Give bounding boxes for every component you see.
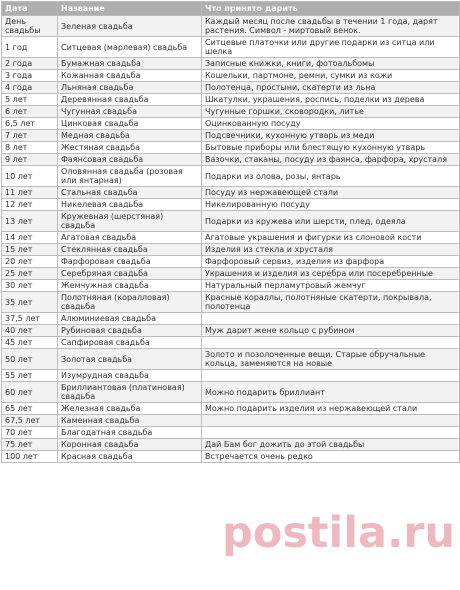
cell-name: Железная свадьба: [58, 403, 202, 415]
table-row: [2, 82, 460, 94]
cell-date: 35 лет: [2, 292, 58, 313]
anniversary-table: [1, 1, 460, 463]
cell-date: 37,5 лет: [2, 313, 58, 325]
cell-name: Ситцевая (марлевая) свадьба: [58, 37, 202, 58]
cell-gift: Изделия из стекла и хрусталя: [202, 244, 460, 256]
cell-gift: Оцинкованную посуду: [202, 118, 460, 130]
cell-name: Рубиновая свадьба: [58, 325, 202, 337]
table-row: [2, 403, 460, 415]
cell-gift: [202, 337, 460, 349]
table-row: [2, 37, 460, 58]
cell-gift: Натуральный перламутровый жемчуг: [202, 280, 460, 292]
table-row: [2, 232, 460, 244]
cell-date: 5 лет: [2, 94, 58, 106]
cell-date: 9 лет: [2, 154, 58, 166]
cell-date: 50 лет: [2, 349, 58, 370]
cell-gift: Встречается очень редко: [202, 451, 460, 463]
cell-name: Жестяная свадьба: [58, 142, 202, 154]
cell-name: Кожанная свадьба: [58, 70, 202, 82]
table-row: [2, 370, 460, 382]
cell-name: Кружевная (шерстяная) свадьба: [58, 211, 202, 232]
cell-gift: Красные кораллы, полотняные скатерти, покрывала, полотенца: [202, 292, 460, 313]
cell-gift: [202, 370, 460, 382]
cell-name: Медная свадьба: [58, 130, 202, 142]
cell-date: 10 лет: [2, 166, 58, 187]
table-row: [2, 58, 460, 70]
cell-date: 45 лет: [2, 337, 58, 349]
table-row: [2, 325, 460, 337]
cell-gift: Дай Бам бог дожить до этой свадьбы: [202, 439, 460, 451]
cell-name: Каменная свадьба: [58, 415, 202, 427]
table-row: [2, 268, 460, 280]
table-row: [2, 142, 460, 154]
cell-date: 40 лет: [2, 325, 58, 337]
cell-name: Чугунная свадьба: [58, 106, 202, 118]
table-row: [2, 199, 460, 211]
cell-date: 13 лет: [2, 211, 58, 232]
cell-gift: Полотенца, простыни, скатерти из льна: [202, 82, 460, 94]
table-row: [2, 154, 460, 166]
cell-name: Сапфировая свадьба: [58, 337, 202, 349]
cell-gift: Записные книжки, книги, фотоальбомы: [202, 58, 460, 70]
table-row: [2, 382, 460, 403]
cell-name: Фарфоровая свадьба: [58, 256, 202, 268]
cell-gift: Украшения и изделия из серебра или посеребренные: [202, 268, 460, 280]
table-row: [2, 211, 460, 232]
cell-date: 14 лет: [2, 232, 58, 244]
cell-date: 4 года: [2, 82, 58, 94]
cell-date: 6 лет: [2, 106, 58, 118]
cell-date: 70 лет: [2, 427, 58, 439]
cell-gift: Подсвечники, кухонную утварь из меди: [202, 130, 460, 142]
cell-name: Никелевая свадьба: [58, 199, 202, 211]
cell-gift: Каждый месяц после свадьбы в течении 1 года, дарят растения. Символ - миртовый венок.: [202, 16, 460, 37]
table-row: [2, 337, 460, 349]
header-name: Название: [58, 2, 202, 16]
cell-date: 65 лет: [2, 403, 58, 415]
table-row: [2, 427, 460, 439]
cell-name: Полотняная (коралловая) свадьба: [58, 292, 202, 313]
cell-date: 100 лет: [2, 451, 58, 463]
table-row: [2, 16, 460, 37]
cell-name: Жемчужная свадьба: [58, 280, 202, 292]
cell-gift: Золото и позолоченные вещи. Старые обручальные кольца, заменяются на новые: [202, 349, 460, 370]
cell-gift: Можно подарить бриллиант: [202, 382, 460, 403]
cell-name: Стальная свадьба: [58, 187, 202, 199]
header-row: [2, 2, 460, 16]
table-row: [2, 349, 460, 370]
cell-name: Цинковая свадьба: [58, 118, 202, 130]
cell-name: Агатовая свадьба: [58, 232, 202, 244]
cell-date: 25 лет: [2, 268, 58, 280]
cell-name: Коронная свадьба: [58, 439, 202, 451]
cell-date: 75 лет: [2, 439, 58, 451]
cell-gift: Вазочки, стаканы, посуду из фаянса, фарфора, хрусталя: [202, 154, 460, 166]
cell-gift: Кошельки, партмоне, ремни, сумки из кожи: [202, 70, 460, 82]
cell-date: 8 лет: [2, 142, 58, 154]
cell-name: Оловянная свадьба (розовая или янтарная): [58, 166, 202, 187]
cell-date: 3 года: [2, 70, 58, 82]
table-row: [2, 166, 460, 187]
cell-date: 1 год: [2, 37, 58, 58]
table-row: [2, 106, 460, 118]
table-row: [2, 256, 460, 268]
table-row: [2, 313, 460, 325]
cell-name: Фаянсовая свадьба: [58, 154, 202, 166]
table-row: [2, 415, 460, 427]
watermark-logo: postila.ru: [222, 508, 456, 558]
cell-date: 11 лет: [2, 187, 58, 199]
cell-gift: Ситцевые платочки или другие подарки из ситца или шелка: [202, 37, 460, 58]
cell-gift: [202, 313, 460, 325]
table-body: [2, 16, 460, 463]
cell-gift: Можно подарить изделия из нержавеющей стали: [202, 403, 460, 415]
cell-name: Алюминиевая свадьба: [58, 313, 202, 325]
table-row: [2, 451, 460, 463]
cell-date: 15 лет: [2, 244, 58, 256]
table-row: [2, 118, 460, 130]
cell-gift: [202, 427, 460, 439]
cell-gift: [202, 415, 460, 427]
cell-name: Изумрудная свадьба: [58, 370, 202, 382]
cell-name: Золотая свадьба: [58, 349, 202, 370]
cell-name: Зеленая свадьба: [58, 16, 202, 37]
cell-name: Бумажная свадьба: [58, 58, 202, 70]
cell-date: 20 лет: [2, 256, 58, 268]
table-row: [2, 439, 460, 451]
header-date: Дата: [2, 2, 58, 16]
cell-date: 2 года: [2, 58, 58, 70]
cell-gift: Никелированную посуду: [202, 199, 460, 211]
cell-name: Бриллиантовая (платиновая) свадьба: [58, 382, 202, 403]
cell-date: День свадьбы: [2, 16, 58, 37]
cell-name: Красная свадьба: [58, 451, 202, 463]
cell-gift: Подарки из кружева или шерсти, плед, одеяла: [202, 211, 460, 232]
cell-date: 12 лет: [2, 199, 58, 211]
table-row: [2, 70, 460, 82]
table-row: [2, 292, 460, 313]
table-row: [2, 94, 460, 106]
cell-name: Стеклянная свадьба: [58, 244, 202, 256]
table-row: [2, 187, 460, 199]
cell-gift: Фарфоровый сервиз, изделия из фарфора: [202, 256, 460, 268]
cell-name: Серебряная свадьба: [58, 268, 202, 280]
cell-date: 55 лет: [2, 370, 58, 382]
cell-name: Деревянная свадьба: [58, 94, 202, 106]
cell-gift: Посуду из нержавеющей стали: [202, 187, 460, 199]
table-row: [2, 130, 460, 142]
cell-gift: Чугунные горшки, сковородки, литье: [202, 106, 460, 118]
table-row: [2, 244, 460, 256]
header-gift: Что принято дарить: [202, 2, 460, 16]
cell-gift: Шкатулки, украшения, роспись, поделки из дерева: [202, 94, 460, 106]
cell-date: 30 лет: [2, 280, 58, 292]
cell-date: 67,5 лет: [2, 415, 58, 427]
cell-gift: Муж дарит жене кольцо с рубином: [202, 325, 460, 337]
cell-gift: Бытовые приборы или блестящую кухонную утварь: [202, 142, 460, 154]
cell-date: 7 лет: [2, 130, 58, 142]
cell-date: 6,5 лет: [2, 118, 58, 130]
cell-date: 60 лет: [2, 382, 58, 403]
cell-name: Льняная свадьба: [58, 82, 202, 94]
cell-gift: Агатовые украшения и фигурки из слоновой кости: [202, 232, 460, 244]
cell-gift: Подарки из олова, розы, янтарь: [202, 166, 460, 187]
cell-name: Благодатная свадьба: [58, 427, 202, 439]
table-header: [2, 2, 460, 16]
table-row: [2, 280, 460, 292]
